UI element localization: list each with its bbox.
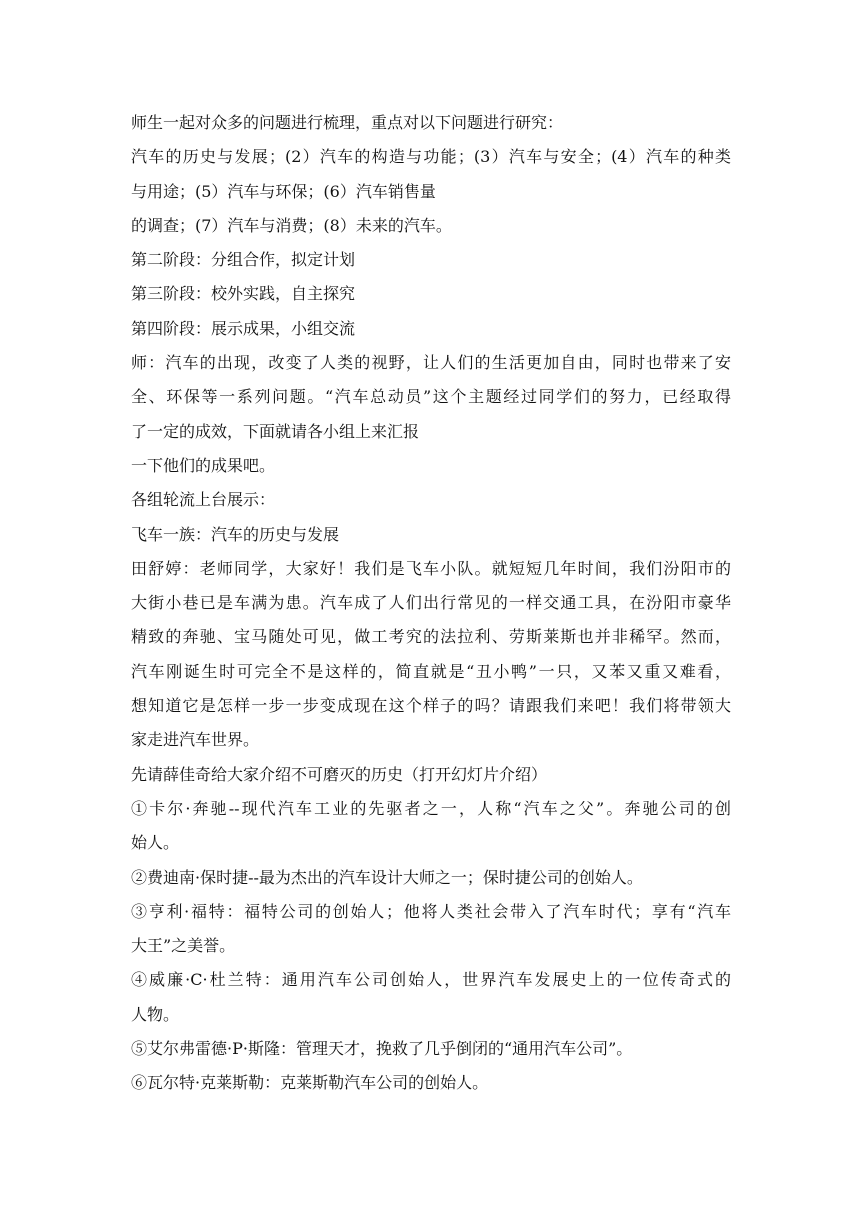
text-line: ①卡尔·奔驰--现代汽车工业的先驱者之一，人称“汽车之父”。奔驰公司的创 [131,798,731,818]
text-line: 各组轮流上台展示： [131,490,276,510]
document-body [131,106,731,1101]
text-line: 师：汽车的出现，改变了人类的视野，让人们的生活更加自由，同时也带来了安 [131,353,731,373]
text-line: ②费迪南·保时捷--最为杰出的汽车设计大师之一；保时捷公司的创始人。 [131,867,643,887]
text-line: 全、环保等一系列问题。“汽车总动员”这个主题经过同学们的努力，已经取得 [131,387,731,407]
text-line: 想知道它是怎样一步一步变成现在这个样子的吗？请跟我们来吧！我们将带领大 [131,696,731,716]
text-line: 的调查；(7）汽车与消费；(8）未来的汽车。 [131,215,452,235]
text-line: 与用途；(5）汽车与环保；(6）汽车销售量 [131,181,436,201]
text-line: 汽车的历史与发展；(2）汽车的构造与功能；(3）汽车与安全；(4）汽车的种类 [131,147,731,167]
text-line: ④威廉·C·杜兰特：通用汽车公司创始人，世界汽车发展史上的一位传奇式的 [131,970,731,990]
text-line: 一下他们的成果吧。 [131,455,276,475]
text-line: 精致的奔驰、宝马随处可见，做工考究的法拉利、劳斯莱斯也并非稀罕。然而， [131,627,731,647]
text-line: 第二阶段：分组合作，拟定计划 [131,250,356,270]
text-line: 大王”之美誉。 [131,936,236,956]
text-line: 田舒婷：老师同学，大家好！我们是飞车小队。就短短几年时间，我们汾阳市的 [131,558,731,578]
text-line: 汽车刚诞生时可完全不是这样的，简直就是“丑小鸭”一只，又苯又重又难看， [131,661,731,681]
text-line: 师生一起对众多的问题进行梳理，重点对以下问题进行研究： [131,113,564,132]
text-line: 家走进汽车世界。 [131,730,260,750]
text-line: ⑤艾尔弗雷德·P·斯隆：管理天才，挽救了几乎倒闭的“通用汽车公司”。 [131,1039,633,1059]
text-line: ⑥瓦尔特·克莱斯勒：克莱斯勒汽车公司的创始人。 [131,1073,489,1093]
text-line: ③亨利·福特：福特公司的创始人；他将人类社会带入了汽车时代；享有“汽车 [131,901,731,921]
text-line: 飞车一族：汽车的历史与发展 [131,524,340,544]
text-line: 人物。 [131,1004,180,1024]
text-line: 第三阶段：校外实践，自主探究 [131,284,356,304]
text-line: 了一定的成效，下面就请各小组上来汇报 [131,421,420,441]
text-line: 第四阶段：展示成果，小组交流 [131,318,356,338]
text-line: 先请薛佳奇给大家介绍不可磨灭的历史（打开幻灯片介绍） [131,764,548,784]
text-line: 始人。 [131,833,180,853]
text-line: 大街小巷已是车满为患。汽车成了人们出行常见的一样交通工具，在汾阳市豪华 [131,593,731,613]
